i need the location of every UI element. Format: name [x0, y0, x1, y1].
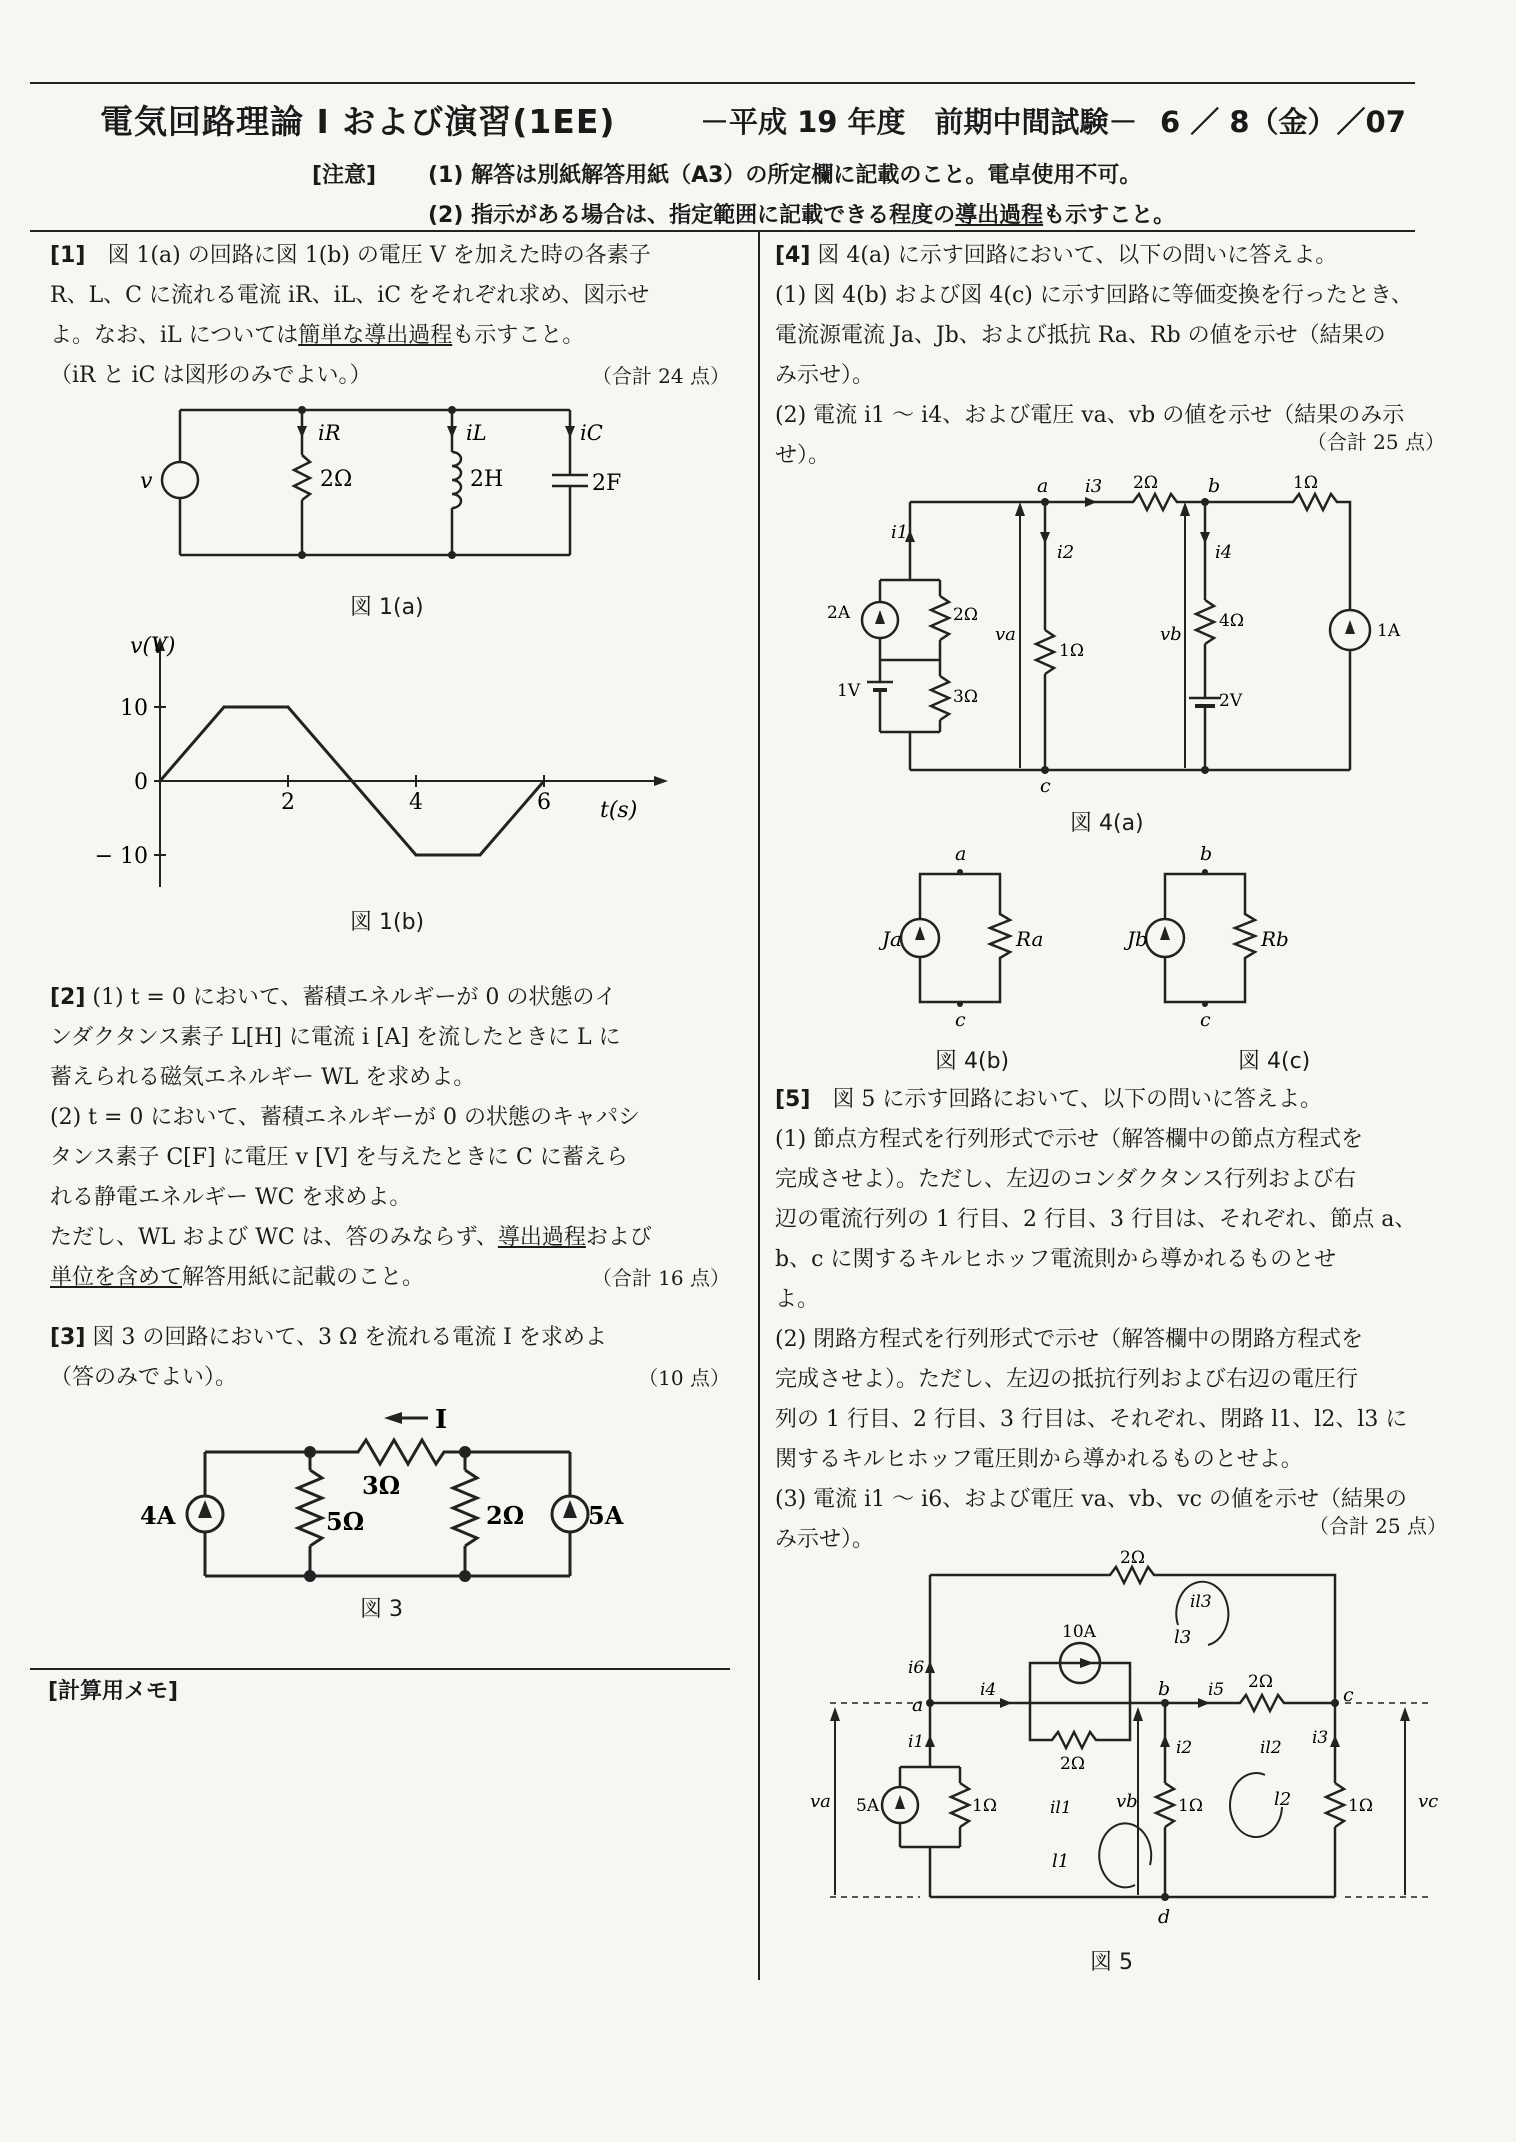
exam-title: 電気回路理論 I および演習(1EE) [100, 102, 616, 141]
q1-text: [1] 図 1(a) の回路に図 1(b) の電圧 V を加えた時の各素子 R、L、C に流れる電流 iR、iL、iC をそれぞれ求め、図示せ よ。なお、iL については簡単な導出過程も示すこと。 （iR と iC は図形のみでよい。） （合計 24 点） [50, 243, 730, 388]
fig4b-node-bot: c [955, 1009, 966, 1031]
fig4a-1V: 1V [837, 681, 861, 701]
fig4b-caption: 図 4(b) [935, 1049, 1010, 1074]
exam-subtitle: －平成 19 年度 前期中間試験－ [700, 105, 1138, 139]
exam-date: 6 ／ 8（金）／07 [1160, 105, 1406, 139]
fig5-r1a: 1Ω [972, 1796, 997, 1816]
fig5-i3: i3 [1312, 1728, 1329, 1748]
fig4a-2V: 2V [1219, 691, 1243, 711]
fig4a-1A: 1A [1377, 621, 1401, 641]
fig5-r1c: 1Ω [1348, 1796, 1373, 1816]
y-tick-label: − 10 [94, 844, 148, 869]
figure-5-circuit [790, 1535, 1470, 1955]
x-tick-label: 4 [409, 790, 423, 815]
fig3-source1: 4A [140, 1501, 176, 1530]
fig4b-node-top: a [955, 843, 967, 865]
fig4a-node-b: b [1208, 475, 1221, 497]
fig5-r1b: 1Ω [1178, 1796, 1203, 1816]
fig4a-va: va [995, 624, 1016, 645]
fig4a-vb: vb [1160, 624, 1182, 645]
q3-text: [3] 図 3 の回路において、3 Ω を流れる電流 I を求めよ （答のみでよい）。 （10 点） [50, 1325, 730, 1390]
note-1: (1) 解答は別紙解答用紙（A3）の所定欄に記載のこと。電卓使用不可。 [428, 163, 1142, 188]
fig5-r2bc: 2Ω [1248, 1672, 1273, 1692]
fig4a-r4: 4Ω [1219, 611, 1244, 631]
fig4c-J: Jb [1127, 927, 1148, 951]
fig5-caption: 図 5 [1090, 1950, 1133, 1975]
fig5-5A: 5A [856, 1796, 880, 1816]
figure-4a-circuit [815, 470, 1401, 800]
fig5-i1: i1 [908, 1732, 925, 1752]
fig1a-iR: iR [318, 421, 341, 445]
fig5-vb: vb [1116, 1791, 1138, 1812]
fig5-i2: i2 [1176, 1738, 1193, 1758]
y-tick-label: 0 [134, 770, 148, 795]
chart-ylabel: v(V) [130, 634, 176, 659]
fig1a-iC: iC [580, 421, 603, 445]
fig4c-node-top: b [1200, 843, 1213, 865]
q4-text: [4] 図 4(a) に示す回路において、以下の問いに答えよ。 (1) 図 4(b) および図 4(c) に示す回路に等価変換を行ったとき、 電流源電流 Ja、Jb、および抵抗 Ra、Rb の値を示せ（結果の み示せ）。 (2) 電流 i1 ～ i4、および電圧 va、vb の値を示せ（結果のみ示 せ）。 （合計 25 点） [775, 243, 1445, 468]
fig5-node-a: a [912, 1694, 924, 1716]
fig5-loop2: l2 [1274, 1789, 1292, 1810]
figure-3-circuit [130, 1405, 650, 1580]
fig5-il2: il2 [1260, 1738, 1282, 1758]
fig4c-caption: 図 4(c) [1238, 1049, 1311, 1074]
figure-4c-circuit [1125, 842, 1289, 1032]
fig4a-i1: i1 [891, 522, 909, 543]
fig5-10A: 10A [1062, 1622, 1096, 1642]
fig5-i6: i6 [908, 1658, 925, 1678]
fig3-r1: 5Ω [326, 1507, 365, 1536]
fig4a-node-a: a [1037, 475, 1049, 497]
fig5-vc: vc [1418, 1791, 1439, 1812]
figure-1b-chart [80, 625, 680, 895]
fig4a-i4: i4 [1215, 542, 1233, 563]
figure-1a-circuit [140, 400, 622, 570]
fig5-node-c: c [1343, 1684, 1354, 1706]
fig3-r2: 3Ω [362, 1471, 401, 1500]
fig5-node-d: d [1158, 1906, 1171, 1928]
q5-text: [5] 図 5 に示す回路において、以下の問いに答えよ。 (1) 節点方程式を行列形式で示せ（解答欄中の節点方程式を 完成させよ）。ただし、左辺のコンダクタンス行列および右 辺の電流行列の 1 行目、2 行目、3 行目は、それぞれ、節点 a、 b、c に関するキルヒホッフ電流則から導かれるものとせ よ。 (2) 閉路方程式を行列形式で示せ（解答欄中の閉路方程式を 完成させよ）。ただし、左辺の抵抗行列および右辺の電圧行 列の 1 行目、2 行目、3 行目は、それぞれ、閉路 l1、l2、l3 に 関するキルヒホッフ電圧則から導かれるものとせよ。 (3) 電流 i1 ～ i6、および電圧 va、vb、vc の値を示せ（結果の み示せ）。 （合計 25 点） [775, 1087, 1447, 1552]
memo-heading: [計算用メモ] [48, 1679, 179, 1704]
fig5-loop3: l3 [1174, 1627, 1192, 1648]
fig4a-i2: i2 [1057, 542, 1075, 563]
fig4a-i3: i3 [1085, 476, 1103, 497]
y-tick-label: 10 [120, 696, 148, 721]
fig3-source2: 5A [588, 1501, 624, 1530]
fig4a-caption: 図 4(a) [1070, 811, 1144, 836]
x-tick-label: 2 [281, 790, 295, 815]
fig4a-r1top: 1Ω [1293, 473, 1318, 493]
fig5-i5: i5 [1208, 1680, 1225, 1700]
x-tick-label: 6 [537, 790, 551, 815]
fig5-i4: i4 [980, 1680, 997, 1700]
fig5-il3: il3 [1190, 1592, 1212, 1612]
figure-4b-circuit [880, 842, 1044, 1032]
fig3-I-label: I [435, 1405, 448, 1435]
fig4a-r3: 3Ω [953, 687, 978, 707]
fig5-loop1: l1 [1052, 1851, 1070, 1872]
fig3-caption: 図 3 [360, 1597, 403, 1622]
fig1a-iL: iL [466, 421, 487, 445]
fig3-r3: 2Ω [486, 1501, 525, 1530]
fig4c-R: Rb [1261, 927, 1289, 951]
fig4a-node-c: c [1040, 775, 1051, 797]
fig4b-R: Ra [1016, 927, 1044, 951]
fig1a-L: 2H [470, 467, 504, 492]
fig5-node-b: b [1158, 1678, 1171, 1700]
fig4a-r2top: 2Ω [1133, 473, 1158, 493]
q2-text: [2] (1) t = 0 において、蓄積エネルギーが 0 の状態のイ ンダクタンス素子 L[H] に電流 i [A] を流したときに L に 蓄えられる磁気エネルギー WL を求めよ。 (2) t = 0 において、蓄積エネルギーが 0 の状態のキャパシ タンス素子 C[F] に電圧 v [V] を与えたときに C に蓄えら れる静電エネルギー WC を求めよ。 ただし、WL および WC は、答のみならず、導出過程および 単位を含めて解答用紙に記載のこと。 （合計 16 点） [50, 985, 730, 1290]
fig1a-C: 2F [592, 471, 622, 496]
fig5-r2mid: 2Ω [1060, 1754, 1085, 1774]
chart-xlabel: t(s) [600, 798, 638, 823]
fig1a-source-label: v [140, 469, 153, 494]
fig4a-2A: 2A [827, 603, 851, 623]
note-label: [注意] [312, 163, 377, 188]
fig5-il1: il1 [1050, 1798, 1072, 1818]
note-2: (2) 指示がある場合は、指定範囲に記載できる程度の導出過程も示すこと。 [428, 203, 1176, 228]
fig4a-r1: 1Ω [1059, 641, 1084, 661]
fig5-va: va [810, 1791, 831, 1812]
fig1a-caption: 図 1(a) [350, 595, 424, 620]
fig1a-R: 2Ω [320, 467, 353, 492]
fig4c-node-bot: c [1200, 1009, 1211, 1031]
fig1b-caption: 図 1(b) [350, 910, 425, 935]
fig5-r2top: 2Ω [1120, 1548, 1145, 1568]
fig4a-r2: 2Ω [953, 605, 978, 625]
fig4b-J: Ja [882, 927, 902, 951]
